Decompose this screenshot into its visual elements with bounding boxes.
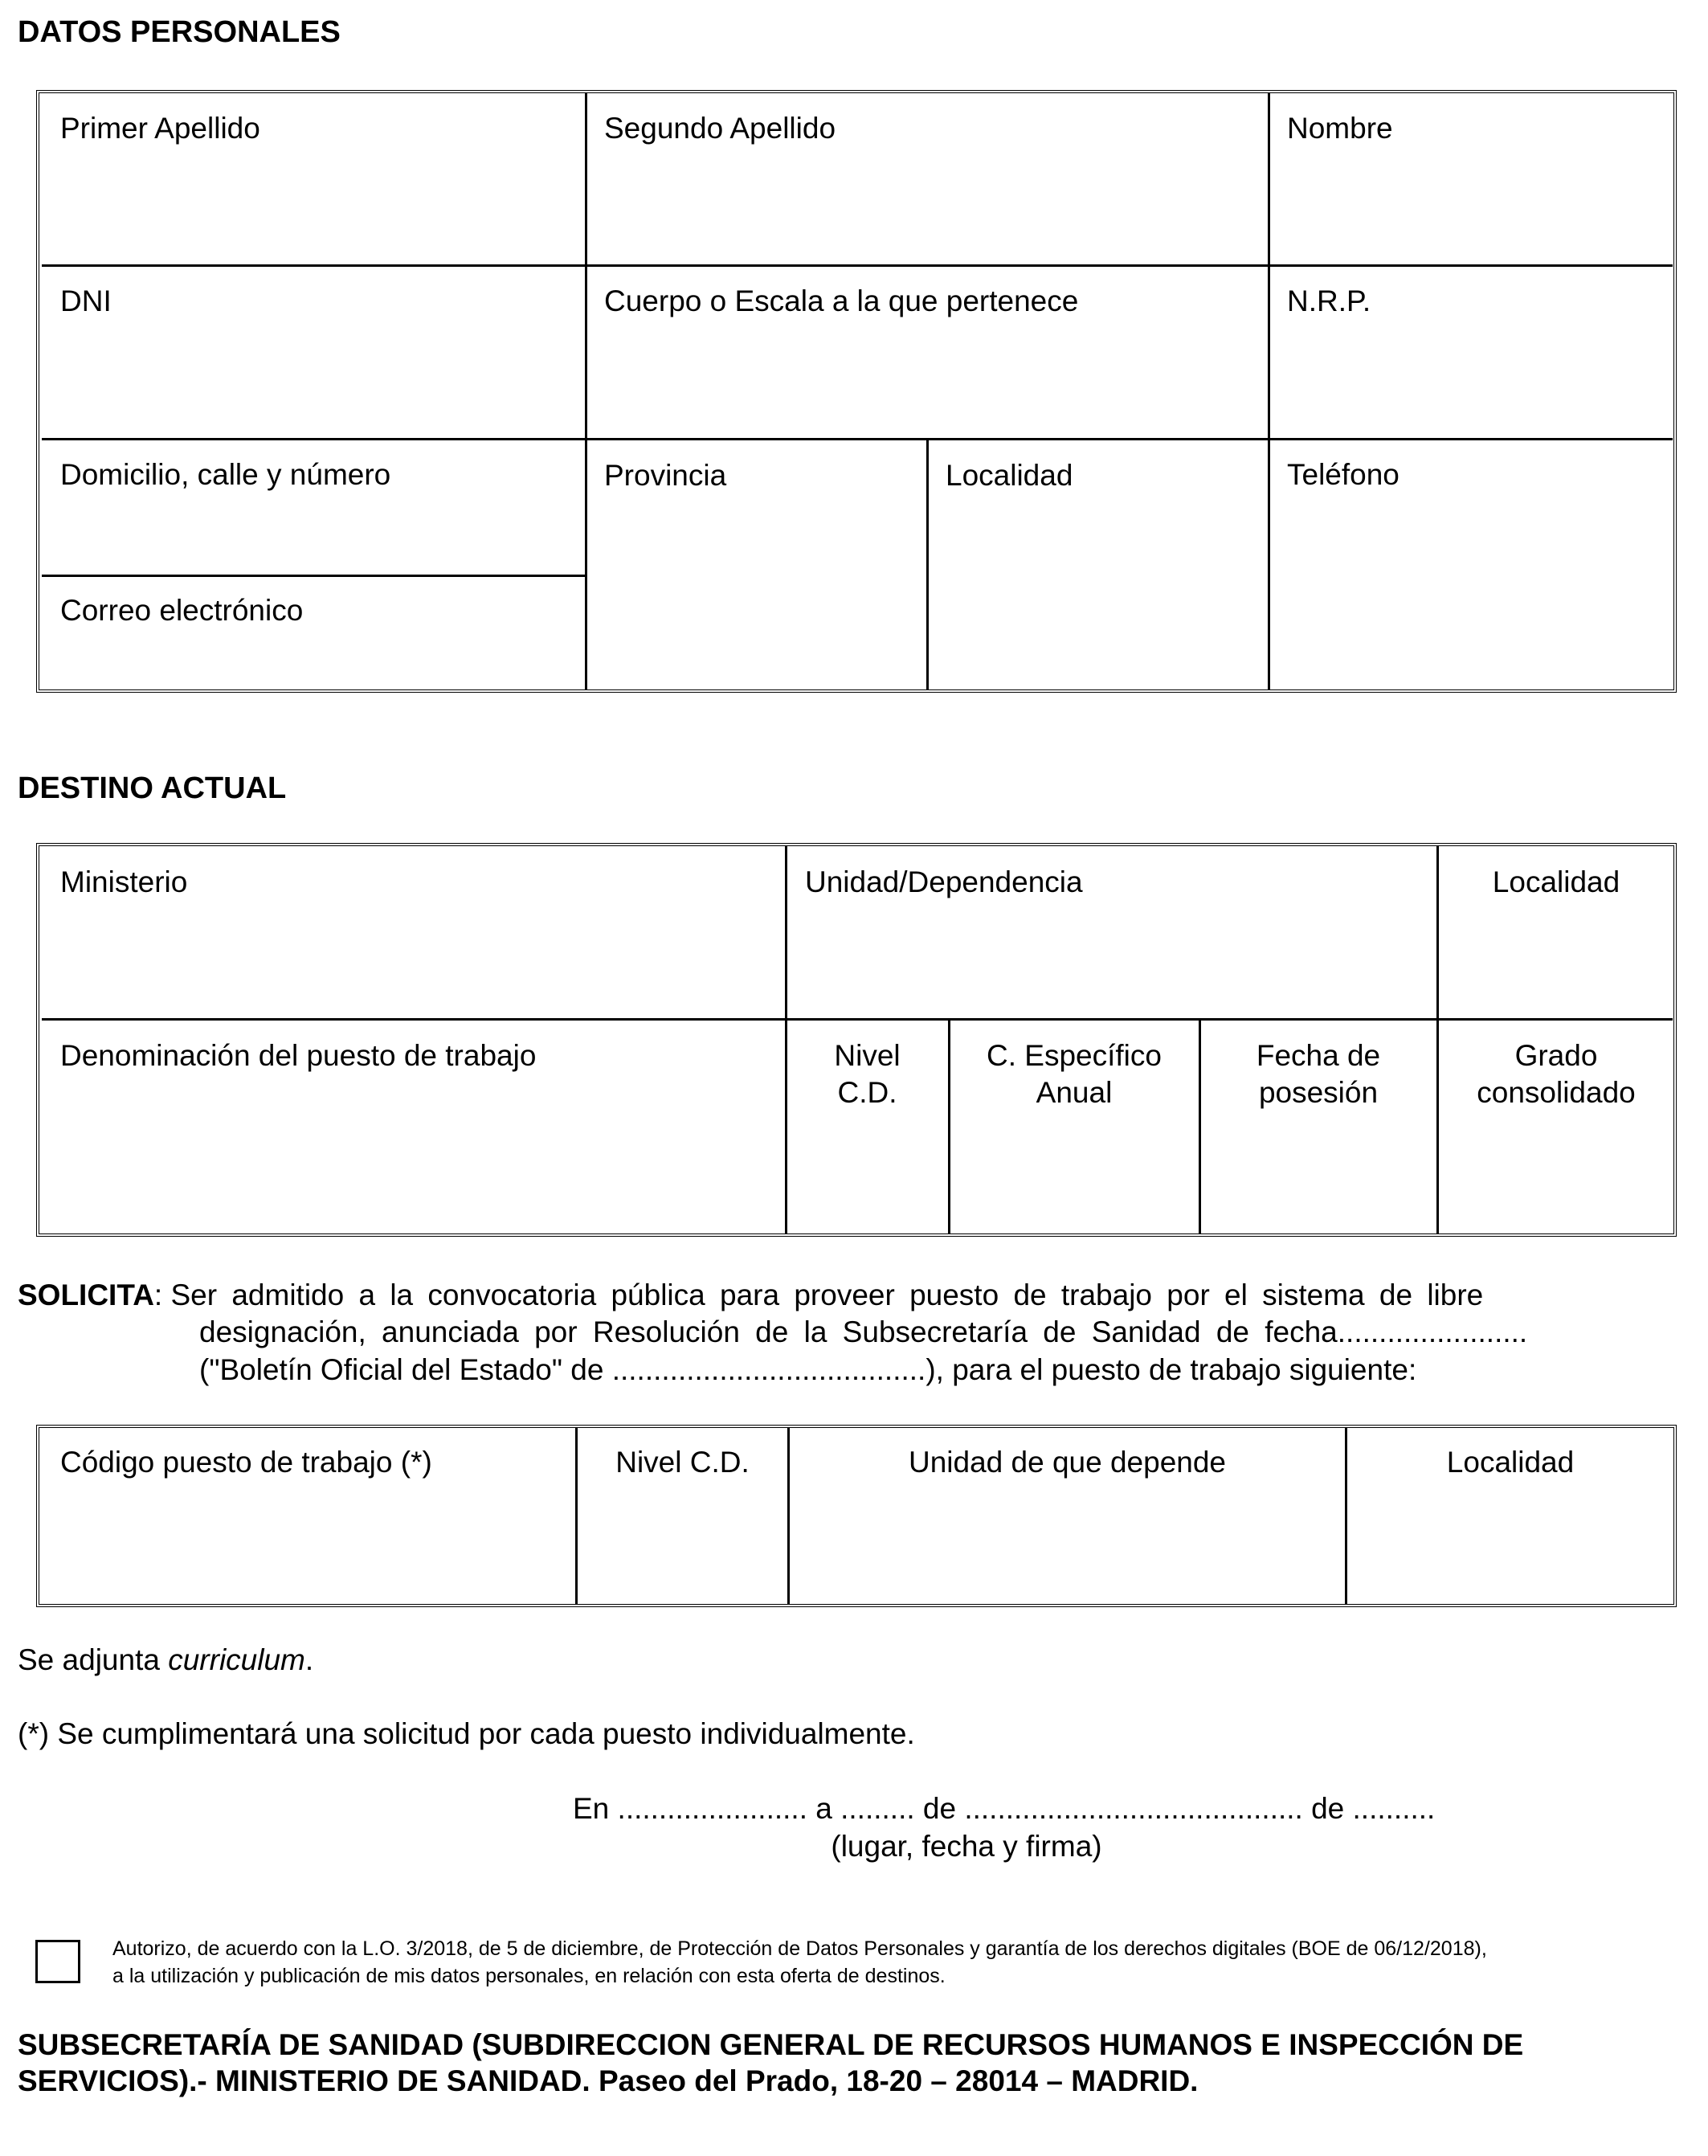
field-nivel-cd-line1: Nivel: [834, 1039, 901, 1072]
field-nivel-cd: [787, 1037, 948, 1111]
field-puesto-localidad: Localidad: [1446, 1446, 1575, 1479]
table-rule: [585, 93, 587, 689]
curriculum-note: [18, 1642, 313, 1679]
field-grado-consolidado: [1438, 1037, 1674, 1111]
field-correo: Correo electrónico: [60, 594, 304, 627]
field-grado-consolidado-line2: consolidado: [1477, 1076, 1636, 1109]
field-c-especifico: [950, 1037, 1199, 1111]
solicita-line1: Ser admitido a la convocatoria pública para proveer puesto de trabajo por el sistema de libre: [170, 1278, 1484, 1311]
footer-address-line1: SUBSECRETARÍA DE SANIDAD (SUBDIRECCION GENERAL DE RECURSOS HUMANOS E INSPECCIÓN DE: [18, 2028, 1524, 2061]
solicita-paragraph: [18, 1277, 1483, 1314]
section-title-destino-actual: DESTINO ACTUAL: [18, 771, 287, 805]
table-rule: [42, 1018, 1673, 1021]
field-nivel-cd-line2: C.D.: [837, 1076, 897, 1109]
table-rule: [926, 440, 929, 689]
field-unidad-dependencia: Unidad/Dependencia: [805, 865, 1083, 898]
field-fecha-posesion-line1: Fecha de: [1256, 1039, 1381, 1072]
data-consent-checkbox[interactable]: [35, 1940, 80, 1983]
section-title-datos-personales: DATOS PERSONALES: [18, 15, 341, 49]
table-rule: [42, 264, 1673, 267]
field-codigo-puesto: Código puesto de trabajo (*): [60, 1446, 432, 1479]
solicita-line3: ("Boletín Oficial del Estado" de ......................................), para el puesto de trabajo siguiente:: [199, 1353, 1417, 1386]
field-segundo-apellido: Segundo Apellido: [604, 112, 836, 145]
field-nrp: N.R.P.: [1287, 284, 1371, 317]
field-destino-localidad: Localidad: [1492, 865, 1620, 898]
table-rule: [42, 575, 586, 577]
consent-text-line1: Autorizo, de acuerdo con la L.O. 3/2018, de 5 de diciembre, de Protección de Datos Personales y garantía de los derechos digitales (BOE de 06/12/2018),: [112, 1937, 1487, 1960]
field-telefono: Teléfono: [1287, 458, 1399, 491]
footer-address-line2: SERVICIOS).- MINISTERIO DE SANIDAD. Paseo del Prado, 18-20 – 28014 – MADRID.: [18, 2064, 1199, 2097]
solicita-colon: :: [153, 1278, 171, 1311]
field-fecha-posesion-line2: posesión: [1258, 1076, 1379, 1109]
consent-text-line2: a la utilización y publicación de mis datos personales, en relación con esta oferta de destinos.: [112, 1965, 946, 1987]
asterisk-note: (*) Se cumplimentará una solicitud por cada puesto individualmente.: [18, 1717, 915, 1750]
solicita-label: SOLICITA: [18, 1278, 154, 1311]
signature-line: En ....................... a ......... de ......................................... de ..........: [573, 1792, 1436, 1825]
field-provincia: Provincia: [604, 459, 727, 492]
field-fecha-posesion: [1200, 1037, 1436, 1111]
field-domicilio: Domicilio, calle y número: [60, 458, 391, 491]
field-denominacion: Denominación del puesto de trabajo: [60, 1039, 537, 1072]
field-puesto-nivel: Nivel C.D.: [615, 1446, 750, 1479]
curriculum-note-italic: curriculum: [168, 1643, 305, 1676]
signature-caption: (lugar, fecha y firma): [831, 1830, 1102, 1863]
curriculum-note-prefix: Se adjunta: [18, 1643, 169, 1676]
curriculum-note-suffix: .: [304, 1643, 314, 1676]
table-rule: [1268, 93, 1270, 689]
solicita-line2: designación, anunciada por Resolución de la Subsecretaría de Sanidad de fecha.......................: [199, 1315, 1528, 1348]
field-puesto-unidad: Unidad de que depende: [908, 1446, 1227, 1479]
table-rule: [42, 438, 1673, 440]
field-ministerio: Ministerio: [60, 865, 188, 898]
field-c-especifico-line2: Anual: [1036, 1076, 1113, 1109]
field-c-especifico-line1: C. Específico: [987, 1039, 1162, 1072]
field-cuerpo: Cuerpo o Escala a la que pertenece: [604, 284, 1079, 317]
field-dni: DNI: [60, 284, 112, 317]
field-localidad: Localidad: [946, 459, 1073, 492]
field-primer-apellido: Primer Apellido: [60, 112, 260, 145]
field-nombre: Nombre: [1287, 112, 1393, 145]
field-grado-consolidado-line1: Grado: [1514, 1039, 1598, 1072]
